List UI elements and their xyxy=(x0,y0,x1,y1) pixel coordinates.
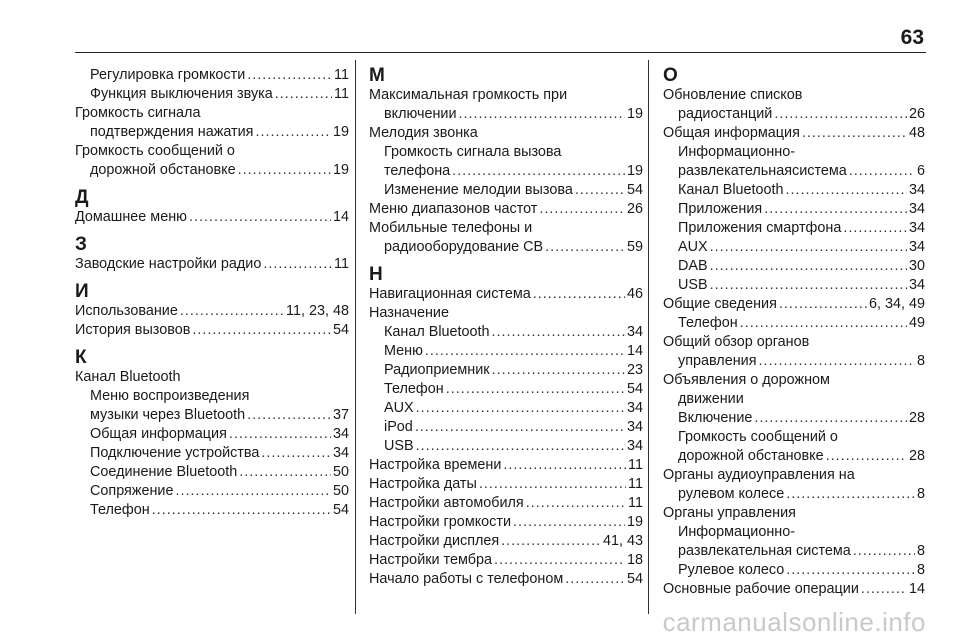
index-subentry xyxy=(663,561,925,580)
page-reference: 19 xyxy=(626,163,643,179)
page-reference: 34 xyxy=(908,277,925,293)
column-divider xyxy=(355,60,356,614)
leader-dots xyxy=(710,276,907,295)
index-entry xyxy=(369,200,643,219)
leader-dots xyxy=(446,380,625,399)
index-entry xyxy=(369,86,643,105)
page-reference: 46 xyxy=(626,286,643,302)
index-entry xyxy=(369,475,643,494)
leader-dots xyxy=(255,123,331,142)
entry-text: Максимальная громкость при xyxy=(369,87,568,103)
entry-text: дорожной обстановке xyxy=(678,448,824,464)
entry-text: Меню воспроизведения xyxy=(90,388,250,404)
page-reference: 54 xyxy=(332,322,349,338)
entry-text: Канал Bluetooth xyxy=(384,324,490,340)
index-entry xyxy=(369,304,643,323)
index-entry xyxy=(369,532,643,551)
entry-text: Общий обзор органов xyxy=(663,334,810,350)
entry-text: Настройки громкости xyxy=(369,514,511,530)
index-column-1 xyxy=(75,66,349,520)
index-subentry xyxy=(369,437,643,456)
index-subentry xyxy=(369,323,643,342)
page-reference: 11 xyxy=(334,67,349,83)
page-reference: 11 xyxy=(628,457,643,473)
index-entry xyxy=(663,371,925,390)
index-subentry xyxy=(663,428,925,447)
leader-dots xyxy=(759,352,915,371)
index-subentry xyxy=(75,425,349,444)
entry-text: iPod xyxy=(384,419,413,435)
entry-text: Домашнее меню xyxy=(75,209,187,225)
index-entry xyxy=(75,321,349,340)
entry-text: Настройка даты xyxy=(369,476,477,492)
index-subentry xyxy=(663,181,925,200)
entry-text: Органы управления xyxy=(663,505,796,521)
leader-dots xyxy=(774,105,907,124)
index-subentry xyxy=(369,399,643,418)
leader-dots xyxy=(247,66,332,85)
index-subentry xyxy=(75,161,349,180)
index-subentry xyxy=(663,352,925,371)
index-subentry xyxy=(75,482,349,501)
leader-dots xyxy=(545,238,625,257)
leader-dots xyxy=(779,295,867,314)
index-subentry xyxy=(369,418,643,437)
index-section-letter: М xyxy=(369,65,385,86)
index-subentry xyxy=(663,314,925,333)
page-reference: 14 xyxy=(626,343,643,359)
index-entry xyxy=(663,580,925,599)
leader-dots xyxy=(533,285,625,304)
header-rule xyxy=(75,52,926,53)
entry-text: рулевом колесе xyxy=(678,486,785,502)
page-reference: 34 xyxy=(908,201,925,217)
page-reference: 11 xyxy=(334,256,349,272)
index-section-letter: И xyxy=(75,281,89,302)
entry-text: Изменение мелодии вызова xyxy=(384,182,573,198)
entry-text: Канал Bluetooth xyxy=(75,369,181,385)
page-reference: 8 xyxy=(916,486,925,502)
entry-text: Информационно- xyxy=(678,524,796,540)
leader-dots xyxy=(479,475,626,494)
page-reference: 19 xyxy=(332,124,349,140)
entry-text: Громкость сигнала вызова xyxy=(384,144,562,160)
index-entry xyxy=(75,302,349,321)
index-entry xyxy=(75,368,349,387)
index-subentry xyxy=(369,342,643,361)
entry-text: Громкость сигнала xyxy=(75,105,201,121)
leader-dots xyxy=(764,200,907,219)
index-subentry xyxy=(75,387,349,406)
entry-text: Настройки тембра xyxy=(369,552,492,568)
index-subentry xyxy=(369,105,643,124)
index-subentry xyxy=(663,523,925,542)
index-subentry xyxy=(663,390,925,409)
page-reference: 37 xyxy=(332,407,349,423)
index-entry xyxy=(369,219,643,238)
leader-dots xyxy=(263,255,332,274)
leader-dots xyxy=(710,238,907,257)
index-subentry xyxy=(663,238,925,257)
leader-dots xyxy=(539,200,625,219)
index-subentry xyxy=(663,447,925,466)
page-reference: 11 xyxy=(628,495,643,511)
index-entry xyxy=(663,466,925,485)
index-subentry xyxy=(369,162,643,181)
index-subentry xyxy=(75,406,349,425)
leader-dots xyxy=(189,208,331,227)
page-reference: 59 xyxy=(626,239,643,255)
index-section-letter: К xyxy=(75,347,87,368)
page-reference: 19 xyxy=(626,514,643,530)
entry-text: USB xyxy=(678,277,708,293)
column-divider xyxy=(648,60,649,614)
entry-text: Назначение xyxy=(369,305,449,321)
leader-dots xyxy=(152,501,331,520)
page-reference: 6, 34, 49 xyxy=(868,296,925,312)
index-subentry xyxy=(75,444,349,463)
page-reference: 50 xyxy=(332,464,349,480)
index-entry xyxy=(663,295,925,314)
page-reference: 41, 43 xyxy=(602,533,643,549)
page-reference: 54 xyxy=(626,571,643,587)
leader-dots xyxy=(565,570,625,589)
leader-dots xyxy=(501,532,601,551)
index-entry xyxy=(369,551,643,570)
index-entry xyxy=(369,124,643,143)
leader-dots xyxy=(239,463,331,482)
entry-text: Громкость сообщений о xyxy=(75,143,235,159)
entry-text: развлекательнаясистема xyxy=(678,163,847,179)
index-subentry xyxy=(75,501,349,520)
page-reference: 19 xyxy=(332,162,349,178)
leader-dots xyxy=(513,513,625,532)
entry-text: Громкость сообщений о xyxy=(678,429,838,445)
entry-text: AUX xyxy=(678,239,708,255)
entry-text: включении xyxy=(384,106,457,122)
index-entry xyxy=(663,86,925,105)
index-entry xyxy=(369,285,643,304)
entry-text: Сопряжение xyxy=(90,483,174,499)
entry-text: Меню xyxy=(384,343,423,359)
leader-dots xyxy=(786,561,915,580)
page-reference: 30 xyxy=(908,258,925,274)
page-reference: 34 xyxy=(626,324,643,340)
page-reference: 34 xyxy=(332,445,349,461)
page-reference: 28 xyxy=(908,410,925,426)
entry-text: Меню диапазонов частот xyxy=(369,201,538,217)
entry-text: Приложения смартфона xyxy=(678,220,842,236)
page-reference: 49 xyxy=(908,315,925,331)
leader-dots xyxy=(492,361,625,380)
leader-dots xyxy=(416,399,625,418)
leader-dots xyxy=(275,85,332,104)
index-subentry xyxy=(663,105,925,124)
page-reference: 6 xyxy=(916,163,925,179)
entry-text: Подключение устройства xyxy=(90,445,260,461)
entry-text: Информационно- xyxy=(678,144,796,160)
leader-dots xyxy=(452,162,625,181)
page-reference: 34 xyxy=(626,438,643,454)
page-reference: 54 xyxy=(332,502,349,518)
page-reference: 34 xyxy=(908,220,925,236)
leader-dots xyxy=(754,409,907,428)
leader-dots xyxy=(575,181,625,200)
index-section-letter: Н xyxy=(369,264,383,285)
page-reference: 14 xyxy=(908,581,925,597)
index-entry xyxy=(663,124,925,143)
leader-dots xyxy=(459,105,625,124)
entry-text: радиостанций xyxy=(678,106,773,122)
entry-text: USB xyxy=(384,438,414,454)
index-subentry xyxy=(663,143,925,162)
leader-dots xyxy=(843,219,907,238)
page-reference: 48 xyxy=(908,125,925,141)
index-subentry xyxy=(663,257,925,276)
entry-text: История вызовов xyxy=(75,322,191,338)
entry-text: музыки через Bluetooth xyxy=(90,407,246,423)
page-reference: 26 xyxy=(908,106,925,122)
page-reference: 23 xyxy=(626,362,643,378)
entry-text: Органы аудиоуправления на xyxy=(663,467,855,483)
page-reference: 14 xyxy=(332,209,349,225)
page-reference: 11, 23, 48 xyxy=(286,303,349,319)
leader-dots xyxy=(425,342,625,361)
page-reference: 19 xyxy=(626,106,643,122)
leader-dots xyxy=(802,124,907,143)
page-reference: 8 xyxy=(916,562,925,578)
leader-dots xyxy=(180,302,284,321)
entry-text: Телефон xyxy=(678,315,738,331)
page-reference: 11 xyxy=(334,86,349,102)
index-subentry xyxy=(75,85,349,104)
page-reference: 11 xyxy=(628,476,643,492)
index-entry xyxy=(75,255,349,274)
index-entry xyxy=(369,513,643,532)
page-reference: 26 xyxy=(626,201,643,217)
entry-text: Канал Bluetooth xyxy=(678,182,784,198)
leader-dots xyxy=(740,314,907,333)
entry-text: Использование xyxy=(75,303,178,319)
entry-text: Радиоприемник xyxy=(384,362,490,378)
page-reference: 34 xyxy=(626,400,643,416)
entry-text: Обновление списков xyxy=(663,87,803,103)
entry-text: Общая информация xyxy=(90,426,227,442)
entry-text: Объявления о дорожном xyxy=(663,372,830,388)
entry-text: развлекательная система xyxy=(678,543,851,559)
index-section-letter: О xyxy=(663,65,678,86)
entry-text: Телефон xyxy=(90,502,150,518)
index-subentry xyxy=(75,463,349,482)
index-subentry xyxy=(369,238,643,257)
entry-text: AUX xyxy=(384,400,414,416)
entry-text: Телефон xyxy=(384,381,444,397)
index-subentry xyxy=(369,380,643,399)
page-number: 63 xyxy=(900,26,924,49)
index-subentry xyxy=(663,409,925,428)
index-subentry xyxy=(663,200,925,219)
leader-dots xyxy=(786,485,915,504)
leader-dots xyxy=(229,425,331,444)
index-subentry xyxy=(663,219,925,238)
leader-dots xyxy=(503,456,626,475)
index-section-letter: З xyxy=(75,234,87,255)
index-subentry xyxy=(663,276,925,295)
leader-dots xyxy=(415,418,625,437)
entry-text: телефона xyxy=(384,163,451,179)
leader-dots xyxy=(261,444,331,463)
entry-text: дорожной обстановке xyxy=(90,162,236,178)
index-section-letter: Д xyxy=(75,187,89,208)
leader-dots xyxy=(238,161,331,180)
entry-text: Соединение Bluetooth xyxy=(90,464,238,480)
leader-dots xyxy=(416,437,625,456)
index-subentry xyxy=(663,485,925,504)
leader-dots xyxy=(247,406,331,425)
index-column-3 xyxy=(663,66,925,599)
entry-text: Навигационная система xyxy=(369,286,531,302)
entry-text: Настройки автомобиля xyxy=(369,495,524,511)
entry-text: Включение xyxy=(678,410,753,426)
index-entry xyxy=(663,333,925,352)
page-reference: 34 xyxy=(332,426,349,442)
entry-text: Общая информация xyxy=(663,125,800,141)
page-reference: 8 xyxy=(916,353,925,369)
entry-text: Регулировка громкости xyxy=(90,67,246,83)
index-subentry xyxy=(369,361,643,380)
leader-dots xyxy=(494,551,625,570)
page-reference: 8 xyxy=(916,543,925,559)
entry-text: Общие сведения xyxy=(663,296,777,312)
leader-dots xyxy=(192,321,331,340)
entry-text: Рулевое колесо xyxy=(678,562,785,578)
index-subentry xyxy=(663,542,925,561)
leader-dots xyxy=(849,162,915,181)
index-entry xyxy=(75,142,349,161)
leader-dots xyxy=(710,257,907,276)
entry-text: радиооборудование СВ xyxy=(384,239,544,255)
entry-text: Настройки дисплея xyxy=(369,533,500,549)
page-reference: 34 xyxy=(908,182,925,198)
index-entry xyxy=(75,208,349,227)
index-subentry xyxy=(369,181,643,200)
entry-text: подтверждения нажатия xyxy=(90,124,254,140)
index-entry xyxy=(75,104,349,123)
leader-dots xyxy=(526,494,626,513)
watermark: carmanualsonline.info xyxy=(662,607,926,637)
page-reference: 54 xyxy=(626,381,643,397)
entry-text: Функция выключения звука xyxy=(90,86,273,102)
index-entry xyxy=(369,570,643,589)
entry-text: Заводские настройки радио xyxy=(75,256,262,272)
index-subentry xyxy=(75,66,349,85)
entry-text: управления xyxy=(678,353,757,369)
entry-text: Настройка времени xyxy=(369,457,502,473)
entry-text: движении xyxy=(678,391,744,407)
entry-text: Основные рабочие операции xyxy=(663,581,859,597)
page-reference: 28 xyxy=(908,448,925,464)
index-subentry xyxy=(369,143,643,162)
entry-text: Мобильные телефоны и xyxy=(369,220,533,236)
index-subentry xyxy=(75,123,349,142)
leader-dots xyxy=(861,580,907,599)
leader-dots xyxy=(786,181,907,200)
index-entry xyxy=(369,494,643,513)
entry-text: Приложения xyxy=(678,201,763,217)
leader-dots xyxy=(853,542,915,561)
index-entry xyxy=(369,456,643,475)
leader-dots xyxy=(492,323,625,342)
index-column-2 xyxy=(369,66,643,589)
page-reference: 34 xyxy=(908,239,925,255)
index-entry xyxy=(663,504,925,523)
index-subentry xyxy=(663,162,925,181)
page-reference: 54 xyxy=(626,182,643,198)
page-reference: 34 xyxy=(626,419,643,435)
entry-text: Начало работы с телефоном xyxy=(369,571,564,587)
entry-text: Мелодия звонка xyxy=(369,125,478,141)
page-reference: 18 xyxy=(626,552,643,568)
page-reference: 50 xyxy=(332,483,349,499)
entry-text: DAB xyxy=(678,258,708,274)
leader-dots xyxy=(826,447,907,466)
leader-dots xyxy=(175,482,331,501)
